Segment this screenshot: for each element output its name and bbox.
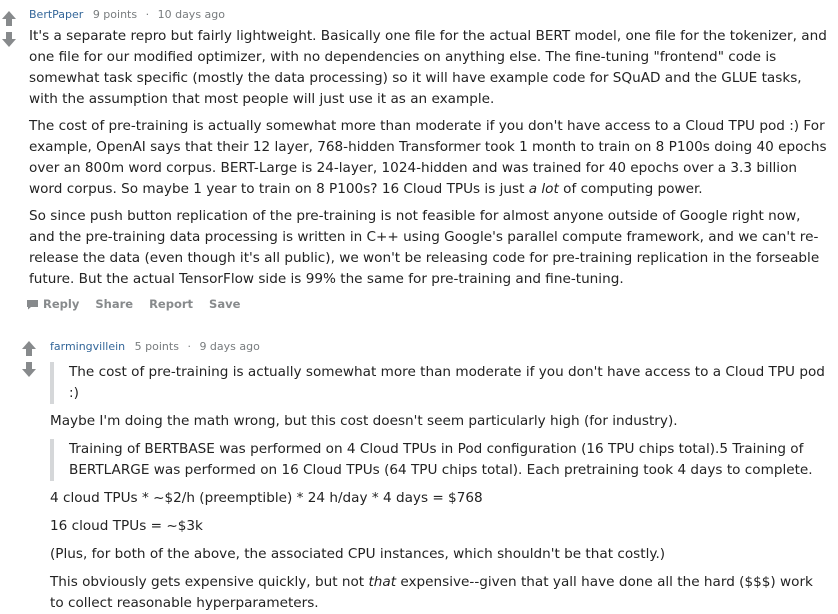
vote-column (20, 339, 38, 379)
author-link[interactable]: farmingvillein (50, 340, 126, 353)
comment-paragraph: 16 cloud TPUs = ~$3k (50, 518, 203, 534)
comment-meta (50, 338, 830, 355)
quote-block: Training of BERTBASE was performed on 4 Cloud TPUs in Pod configuration (16 TPU chips total).5 Training of BERTLARGE was performed on 16 Cloud TPUs (64 TPU chips total). Each pretraining took 4 days to complete. (50, 439, 830, 481)
upvote-arrow-icon[interactable] (0, 9, 18, 29)
downvote-arrow-icon[interactable] (0, 29, 18, 49)
comment-paragraph: It's a separate repro but fairly lightweight. Basically one file for the actual BERT model, one file for the tokenizer, and one file for our modified optimizer, with no dependencies on anything else. The fine-tuning "frontend" code is somewhat task specific (mostly the data processing) so it will have example code for SQuAD and the GLUE tasks, with the assumption that most people will just use it as an example. (29, 28, 827, 107)
timestamp[interactable]: 10 days ago (157, 8, 226, 21)
paragraph-text: of computing power. (558, 181, 703, 197)
comment-paragraph: So since push button replication of the pre-training is not feasible for almost anyone outside of Google right now, and the pre-training data processing is written in C++ using Google's parallel compute framework, and we can't re-release the data (even though it's all public), we won't be releasing code for pre-training replication in the forseable future. But the actual TensorFlow side is 99% the same for pre-training and fine-tuning. (29, 208, 820, 287)
timestamp[interactable]: 9 days ago (199, 340, 260, 353)
reply-icon (26, 299, 39, 310)
comment-paragraph (29, 116, 829, 200)
paragraph-text: expensive--given that yall have done all the hard ($$$) work to collect reasonable hyperparameters. (50, 574, 813, 611)
reply-button[interactable] (26, 297, 79, 311)
upvote-arrow-icon[interactable] (20, 339, 38, 359)
reply-label: Reply (43, 297, 80, 311)
author-link[interactable]: BertPaper (29, 8, 84, 21)
meta-separator: · (187, 340, 191, 353)
vote-column (0, 9, 18, 49)
comment-actions (26, 294, 829, 314)
comment-paragraph: 4 cloud TPUs * ~$2/h (preemptible) * 24 h/day * 4 days = $768 (50, 490, 483, 506)
points-count: 9 points (92, 8, 138, 21)
comment-paragraph: Maybe I'm doing the math wrong, but this cost doesn't seem particularly high (for industry). (50, 413, 678, 429)
quote-block: The cost of pre-training is actually somewhat more than moderate if you don't have access to a Cloud TPU pod :) (50, 362, 830, 404)
comment-body (29, 6, 829, 314)
comment-paragraph: (Plus, for both of the above, the associated CPU instances, which shouldn't be that costly.) (50, 546, 666, 562)
emphasis-text: that (368, 574, 397, 590)
save-button[interactable]: Save (209, 297, 241, 311)
comment-meta (29, 6, 829, 23)
report-button[interactable]: Report (149, 297, 194, 311)
downvote-arrow-icon[interactable] (20, 359, 38, 379)
paragraph-text: The cost of pre-training is actually somewhat more than moderate if you don't have access to a Cloud TPU pod :) For example, OpenAI says that their 12 layer, 768-hidden Transformer took 1 month to train on 8 P100s doing 40 epochs over an 800m word corpus. BERT-Large is 24-layer, 1024-hidden and was trained for 40 epochs over a 3.3 billion word corpus. So maybe 1 year to train on 8 P100s? 16 Cloud TPUs is just (29, 118, 827, 197)
emphasis-text: a lot (528, 181, 559, 197)
share-button[interactable]: Share (95, 297, 134, 311)
points-count: 5 points (134, 340, 179, 353)
comment-paragraph (50, 572, 830, 614)
paragraph-text: This obviously gets expensive quickly, but not (50, 574, 369, 590)
meta-separator: · (145, 8, 150, 21)
comment-body (50, 338, 830, 614)
